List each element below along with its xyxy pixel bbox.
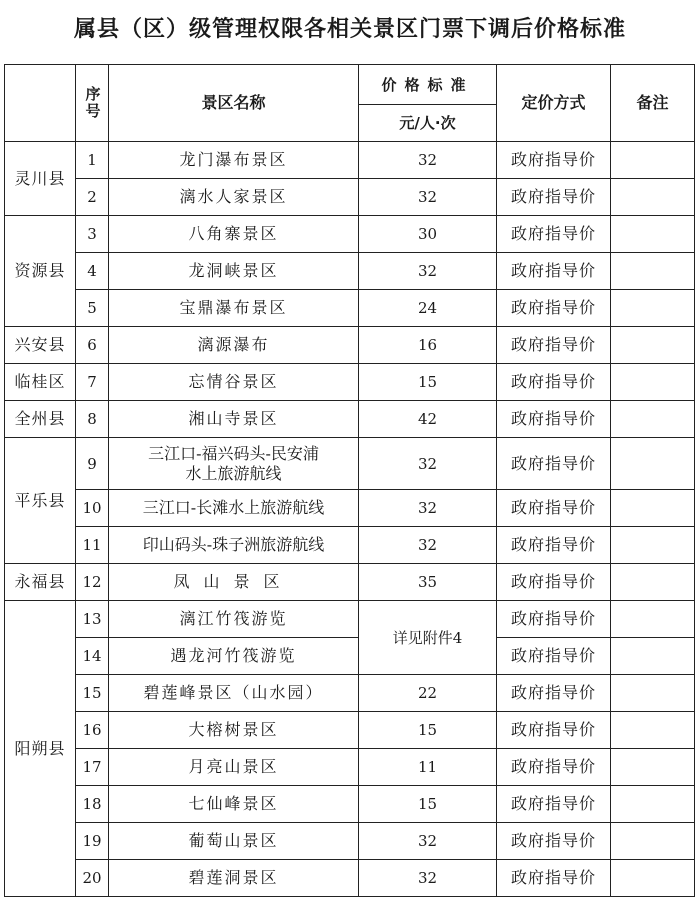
remark-cell <box>611 327 695 364</box>
scenic-name-cell: 漓源瀑布 <box>109 327 359 364</box>
remark-cell <box>611 527 695 564</box>
table-row <box>5 860 695 897</box>
table-row <box>5 786 695 823</box>
pricing-method-cell: 政府指导价 <box>497 675 611 712</box>
remark-cell <box>611 749 695 786</box>
price-cell: 22 <box>359 675 497 712</box>
price-cell: 32 <box>359 860 497 897</box>
scenic-name-line: 水上旅游航线 <box>185 463 282 483</box>
seq-cell: 6 <box>76 327 109 364</box>
remark-cell <box>611 860 695 897</box>
table-row <box>5 142 695 179</box>
scenic-name-cell: 宝鼎瀑布景区 <box>109 290 359 327</box>
remark-cell <box>611 601 695 638</box>
scenic-name-cell: 忘情谷景区 <box>109 364 359 401</box>
price-cell: 24 <box>359 290 497 327</box>
scenic-name-cell: 凤山景区 <box>109 564 359 601</box>
pricing-method-cell: 政府指导价 <box>497 364 611 401</box>
scenic-name-cell: 月亮山景区 <box>109 749 359 786</box>
seq-cell: 17 <box>76 749 109 786</box>
county-cell: 全州县 <box>5 401 76 438</box>
county-cell: 兴安县 <box>5 327 76 364</box>
header-price: 价格标准 <box>359 65 497 105</box>
remark-cell <box>611 638 695 675</box>
pricing-method-cell: 政府指导价 <box>497 749 611 786</box>
price-cell: 32 <box>359 179 497 216</box>
table-row <box>5 638 695 675</box>
price-cell: 15 <box>359 364 497 401</box>
price-cell: 32 <box>359 823 497 860</box>
seq-cell: 10 <box>76 490 109 527</box>
table-row <box>5 675 695 712</box>
price-cell: 32 <box>359 438 497 490</box>
county-cell: 灵川县 <box>5 142 76 216</box>
table-row <box>5 290 695 327</box>
seq-cell: 1 <box>76 142 109 179</box>
seq-cell: 11 <box>76 527 109 564</box>
table-row <box>5 527 695 564</box>
table-row <box>5 490 695 527</box>
seq-cell: 5 <box>76 290 109 327</box>
pricing-method-cell: 政府指导价 <box>497 490 611 527</box>
scenic-name-cell: 龙洞峡景区 <box>109 253 359 290</box>
price-note-cell: 详见附件4 <box>359 601 497 675</box>
remark-cell <box>611 364 695 401</box>
price-cell: 30 <box>359 216 497 253</box>
pricing-method-cell: 政府指导价 <box>497 142 611 179</box>
seq-cell: 16 <box>76 712 109 749</box>
table-row <box>5 401 695 438</box>
pricing-method-cell: 政府指导价 <box>497 638 611 675</box>
price-cell: 32 <box>359 253 497 290</box>
seq-cell: 2 <box>76 179 109 216</box>
pricing-method-cell: 政府指导价 <box>497 179 611 216</box>
price-cell: 15 <box>359 786 497 823</box>
header-remark: 备注 <box>611 65 695 142</box>
seq-cell: 4 <box>76 253 109 290</box>
scenic-name-cell: 龙门瀑布景区 <box>109 142 359 179</box>
table-row <box>5 327 695 364</box>
seq-cell: 9 <box>76 438 109 490</box>
scenic-name-cell: 碧莲洞景区 <box>109 860 359 897</box>
header-seq: 序号 <box>76 65 109 142</box>
scenic-name-cell: 大榕树景区 <box>109 712 359 749</box>
seq-cell: 14 <box>76 638 109 675</box>
price-cell: 32 <box>359 490 497 527</box>
scenic-name-cell: 印山码头-珠子洲旅游航线 <box>109 527 359 564</box>
county-cell: 阳朔县 <box>5 601 76 897</box>
remark-cell <box>611 786 695 823</box>
remark-cell <box>611 438 695 490</box>
remark-cell <box>611 216 695 253</box>
table-row <box>5 712 695 749</box>
price-table <box>4 64 695 897</box>
scenic-name-cell: 遇龙河竹筏游览 <box>109 638 359 675</box>
table-row <box>5 749 695 786</box>
seq-cell: 3 <box>76 216 109 253</box>
pricing-method-cell: 政府指导价 <box>497 216 611 253</box>
table-row <box>5 253 695 290</box>
page-title: 属县（区）级管理权限各相关景区门票下调后价格标准 <box>73 17 626 42</box>
seq-cell: 20 <box>76 860 109 897</box>
remark-cell <box>611 401 695 438</box>
pricing-method-cell: 政府指导价 <box>497 601 611 638</box>
table-row <box>5 564 695 601</box>
table-row <box>5 364 695 401</box>
pricing-method-cell: 政府指导价 <box>497 860 611 897</box>
price-cell: 11 <box>359 749 497 786</box>
seq-cell: 13 <box>76 601 109 638</box>
pricing-method-cell: 政府指导价 <box>497 327 611 364</box>
scenic-name-cell: 漓水人家景区 <box>109 179 359 216</box>
remark-cell <box>611 142 695 179</box>
pricing-method-cell: 政府指导价 <box>497 712 611 749</box>
county-cell: 平乐县 <box>5 438 76 564</box>
table-row <box>5 179 695 216</box>
remark-cell <box>611 712 695 749</box>
scenic-name-cell: 葡萄山景区 <box>109 823 359 860</box>
header-price-unit: 元/人·次 <box>359 105 497 142</box>
pricing-method-cell: 政府指导价 <box>497 253 611 290</box>
pricing-method-cell: 政府指导价 <box>497 786 611 823</box>
remark-cell <box>611 253 695 290</box>
seq-cell: 19 <box>76 823 109 860</box>
scenic-name-cell: 七仙峰景区 <box>109 786 359 823</box>
price-cell: 42 <box>359 401 497 438</box>
scenic-name-line: 三江口-福兴码头-民安浦 <box>148 443 319 463</box>
seq-cell: 8 <box>76 401 109 438</box>
table-row <box>5 216 695 253</box>
table-row <box>5 601 695 638</box>
remark-cell <box>611 675 695 712</box>
price-cell: 32 <box>359 142 497 179</box>
seq-cell: 7 <box>76 364 109 401</box>
seq-cell: 18 <box>76 786 109 823</box>
price-cell: 16 <box>359 327 497 364</box>
scenic-name-cell: 湘山寺景区 <box>109 401 359 438</box>
pricing-method-cell: 政府指导价 <box>497 290 611 327</box>
scenic-name-cell: 漓江竹筏游览 <box>109 601 359 638</box>
scenic-name-cell <box>109 438 359 490</box>
price-cell: 32 <box>359 527 497 564</box>
pricing-method-cell: 政府指导价 <box>497 438 611 490</box>
county-cell: 资源县 <box>5 216 76 327</box>
seq-cell: 12 <box>76 564 109 601</box>
price-cell: 35 <box>359 564 497 601</box>
pricing-method-cell: 政府指导价 <box>497 564 611 601</box>
remark-cell <box>611 564 695 601</box>
remark-cell <box>611 823 695 860</box>
pricing-method-cell: 政府指导价 <box>497 823 611 860</box>
pricing-method-cell: 政府指导价 <box>497 527 611 564</box>
scenic-name-cell: 三江口-长滩水上旅游航线 <box>109 490 359 527</box>
remark-cell <box>611 290 695 327</box>
table-row <box>5 823 695 860</box>
county-cell: 永福县 <box>5 564 76 601</box>
header-name: 景区名称 <box>109 65 359 142</box>
table-row <box>5 438 695 490</box>
scenic-name-cell: 碧莲峰景区（山水园） <box>109 675 359 712</box>
header-method: 定价方式 <box>497 65 611 142</box>
pricing-method-cell: 政府指导价 <box>497 401 611 438</box>
remark-cell <box>611 490 695 527</box>
header-county <box>5 65 76 142</box>
remark-cell <box>611 179 695 216</box>
scenic-name-cell: 八角寨景区 <box>109 216 359 253</box>
county-cell: 临桂区 <box>5 364 76 401</box>
price-cell: 15 <box>359 712 497 749</box>
seq-cell: 15 <box>76 675 109 712</box>
